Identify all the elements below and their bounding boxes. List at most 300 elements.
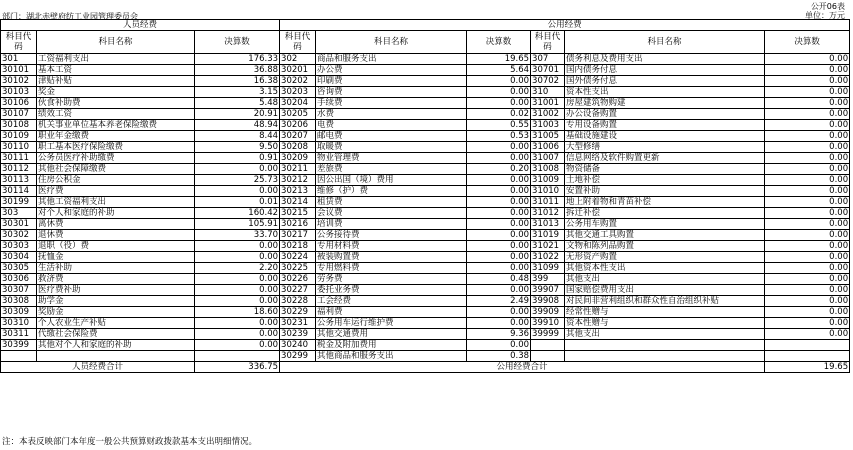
cell-name: 咨询费 bbox=[316, 87, 467, 98]
cell-amount: 25.73 bbox=[195, 175, 280, 186]
table-row bbox=[1, 164, 850, 175]
cell-code: 30204 bbox=[280, 98, 316, 109]
cell-name: 伙食补助费 bbox=[37, 98, 195, 109]
table-row bbox=[1, 186, 850, 197]
table-row bbox=[1, 219, 850, 230]
personnel-section-header: 人员经费 bbox=[1, 20, 280, 31]
cell-name: 土地补偿 bbox=[565, 175, 765, 186]
cell-name: 印刷费 bbox=[316, 76, 467, 87]
cell-code: 30299 bbox=[280, 351, 316, 362]
cell-name: 公务用车运行维护费 bbox=[316, 318, 467, 329]
cell-amount: 9.36 bbox=[467, 329, 531, 340]
cell-amount: 33.70 bbox=[195, 230, 280, 241]
cell-amount: 0.00 bbox=[765, 208, 850, 219]
col-amount-header: 决算数 bbox=[765, 31, 850, 54]
cell-code: 31021 bbox=[531, 241, 565, 252]
cell-amount: 0.00 bbox=[467, 252, 531, 263]
total-row bbox=[1, 362, 850, 373]
cell-name: 房屋建筑物购建 bbox=[565, 98, 765, 109]
cell-name: 个人农业生产补贴 bbox=[37, 318, 195, 329]
col-name-header: 科目名称 bbox=[316, 31, 467, 54]
cell-amount: 0.00 bbox=[195, 252, 280, 263]
cell-name: 职工基本医疗保险缴费 bbox=[37, 142, 195, 153]
cell-name: 绩效工资 bbox=[37, 109, 195, 120]
cell-code: 30304 bbox=[1, 252, 37, 263]
cell-code: 39907 bbox=[531, 285, 565, 296]
cell-name: 公务接待费 bbox=[316, 230, 467, 241]
cell-code: 30101 bbox=[1, 65, 37, 76]
cell-amount: 0.00 bbox=[467, 208, 531, 219]
cell-name: 办公设备购置 bbox=[565, 109, 765, 120]
table-row bbox=[1, 307, 850, 318]
cell-code: 30303 bbox=[1, 241, 37, 252]
cell-code: 399 bbox=[531, 274, 565, 285]
cell-amount: 0.00 bbox=[467, 263, 531, 274]
cell-name: 其他工资福利支出 bbox=[37, 197, 195, 208]
cell-code: 30211 bbox=[280, 164, 316, 175]
table-row bbox=[1, 175, 850, 186]
cell-code: 310 bbox=[531, 87, 565, 98]
cell-code: 30113 bbox=[1, 175, 37, 186]
cell-name: 邮电费 bbox=[316, 131, 467, 142]
cell-code: 30701 bbox=[531, 65, 565, 76]
cell-code: 39908 bbox=[531, 296, 565, 307]
cell-amount: 0.00 bbox=[467, 87, 531, 98]
cell-name: 办公费 bbox=[316, 65, 467, 76]
cell-amount: 9.50 bbox=[195, 142, 280, 153]
cell-code: 39999 bbox=[531, 329, 565, 340]
cell-name: 债务利息及费用支出 bbox=[565, 54, 765, 65]
cell-amount: 0.00 bbox=[195, 340, 280, 351]
table-row bbox=[1, 131, 850, 142]
footnote: 注：本表反映部门本年度一般公共预算财政拨款基本支出明细情况。 bbox=[2, 437, 258, 447]
table-row bbox=[1, 241, 850, 252]
cell-code: 31010 bbox=[531, 186, 565, 197]
cell-code: 307 bbox=[531, 54, 565, 65]
cell-code: 30203 bbox=[280, 87, 316, 98]
table-row bbox=[1, 329, 850, 340]
cell-name: 公务员医疗补助缴费 bbox=[37, 153, 195, 164]
cell-name: 安置补助 bbox=[565, 186, 765, 197]
cell-amount: 0.00 bbox=[467, 186, 531, 197]
cell-name: 租赁费 bbox=[316, 197, 467, 208]
cell-code: 31007 bbox=[531, 153, 565, 164]
cell-amount: 0.00 bbox=[765, 54, 850, 65]
table-row bbox=[1, 76, 850, 87]
cell-name: 国外债务付息 bbox=[565, 76, 765, 87]
cell-amount: 0.00 bbox=[765, 307, 850, 318]
cell-name: 退休费 bbox=[37, 230, 195, 241]
cell-code: 30106 bbox=[1, 98, 37, 109]
cell-name: 劳务费 bbox=[316, 274, 467, 285]
cell-code: 30310 bbox=[1, 318, 37, 329]
cell-code: 30240 bbox=[280, 340, 316, 351]
cell-code: 30205 bbox=[280, 109, 316, 120]
cell-code: 30215 bbox=[280, 208, 316, 219]
col-code-header: 科目代码 bbox=[280, 31, 316, 54]
cell-name: 救济费 bbox=[37, 274, 195, 285]
cell-amount: 0.00 bbox=[467, 318, 531, 329]
cell-code: 31013 bbox=[531, 219, 565, 230]
cell-code: 30702 bbox=[531, 76, 565, 87]
cell-name: 大型修缮 bbox=[565, 142, 765, 153]
table-row bbox=[1, 285, 850, 296]
cell-name: 助学金 bbox=[37, 296, 195, 307]
cell-code: 30229 bbox=[280, 307, 316, 318]
cell-amount: 8.44 bbox=[195, 131, 280, 142]
cell-name: 津贴补贴 bbox=[37, 76, 195, 87]
table-row bbox=[1, 142, 850, 153]
table-row bbox=[1, 263, 850, 274]
cell-name bbox=[565, 351, 765, 362]
cell-code: 30218 bbox=[280, 241, 316, 252]
col-name-header: 科目名称 bbox=[565, 31, 765, 54]
cell-name: 会议费 bbox=[316, 208, 467, 219]
cell-amount: 105.91 bbox=[195, 219, 280, 230]
cell-code: 31011 bbox=[531, 197, 565, 208]
cell-code: 30110 bbox=[1, 142, 37, 153]
cell-amount: 0.00 bbox=[195, 329, 280, 340]
cell-amount: 0.00 bbox=[467, 98, 531, 109]
column-header-row bbox=[1, 31, 850, 54]
cell-code: 30239 bbox=[280, 329, 316, 340]
cell-name: 其他交通工具购置 bbox=[565, 230, 765, 241]
cell-amount: 2.20 bbox=[195, 263, 280, 274]
cell-amount bbox=[195, 351, 280, 362]
cell-amount: 0.00 bbox=[765, 120, 850, 131]
cell-name: 培训费 bbox=[316, 219, 467, 230]
cell-amount: 20.91 bbox=[195, 109, 280, 120]
cell-amount bbox=[765, 351, 850, 362]
form-number: 公开06表 bbox=[810, 2, 845, 11]
table-row bbox=[1, 252, 850, 263]
cell-code: 30212 bbox=[280, 175, 316, 186]
table-row bbox=[1, 351, 850, 362]
cell-name: 其他支出 bbox=[565, 329, 765, 340]
cell-amount: 0.00 bbox=[765, 131, 850, 142]
cell-code: 30107 bbox=[1, 109, 37, 120]
cell-code: 31012 bbox=[531, 208, 565, 219]
cell-name: 对民间非营利组织和群众性自治组织补贴 bbox=[565, 296, 765, 307]
cell-name: 被装购置费 bbox=[316, 252, 467, 263]
col-amount-header: 决算数 bbox=[467, 31, 531, 54]
cell-amount: 0.00 bbox=[467, 197, 531, 208]
cell-name: 手续费 bbox=[316, 98, 467, 109]
cell-name: 公务用车购置 bbox=[565, 219, 765, 230]
cell-code: 30207 bbox=[280, 131, 316, 142]
unit-label: 单位：万元 bbox=[805, 11, 845, 20]
cell-amount: 0.00 bbox=[195, 274, 280, 285]
cell-amount: 0.01 bbox=[195, 197, 280, 208]
cell-code: 31022 bbox=[531, 252, 565, 263]
table-row bbox=[1, 120, 850, 131]
cell-name: 其他社会保障缴费 bbox=[37, 164, 195, 175]
cell-code bbox=[531, 351, 565, 362]
cell-name: 国家赔偿费用支出 bbox=[565, 285, 765, 296]
cell-code: 31006 bbox=[531, 142, 565, 153]
cell-amount: 0.00 bbox=[765, 142, 850, 153]
cell-code: 30208 bbox=[280, 142, 316, 153]
cell-code: 30114 bbox=[1, 186, 37, 197]
cell-name: 奖励金 bbox=[37, 307, 195, 318]
cell-name: 经常性赠与 bbox=[565, 307, 765, 318]
cell-name: 其他交通费用 bbox=[316, 329, 467, 340]
cell-code: 30214 bbox=[280, 197, 316, 208]
cell-amount: 0.00 bbox=[195, 285, 280, 296]
cell-code: 39909 bbox=[531, 307, 565, 318]
cell-code: 30202 bbox=[280, 76, 316, 87]
cell-name: 机关事业单位基本养老保险缴费 bbox=[37, 120, 195, 131]
cell-amount: 0.20 bbox=[467, 164, 531, 175]
cell-amount: 0.53 bbox=[467, 131, 531, 142]
cell-amount: 0.00 bbox=[765, 197, 850, 208]
cell-code: 30213 bbox=[280, 186, 316, 197]
cell-code: 31003 bbox=[531, 120, 565, 131]
cell-code: 31001 bbox=[531, 98, 565, 109]
cell-name: 物业管理费 bbox=[316, 153, 467, 164]
cell-code: 30231 bbox=[280, 318, 316, 329]
cell-code bbox=[531, 340, 565, 351]
cell-name: 专用设备购置 bbox=[565, 120, 765, 131]
cell-amount: 0.00 bbox=[467, 219, 531, 230]
cell-amount: 0.00 bbox=[765, 285, 850, 296]
cell-code: 30108 bbox=[1, 120, 37, 131]
cell-code: 31005 bbox=[531, 131, 565, 142]
cell-code: 30209 bbox=[280, 153, 316, 164]
cell-name: 资本性支出 bbox=[565, 87, 765, 98]
cell-code: 30216 bbox=[280, 219, 316, 230]
department-label: 部门：湖北赤壁府纺工业园管理委员会 bbox=[2, 12, 138, 21]
cell-amount: 0.91 bbox=[195, 153, 280, 164]
table-row bbox=[1, 54, 850, 65]
cell-code: 30199 bbox=[1, 197, 37, 208]
cell-amount: 0.55 bbox=[467, 120, 531, 131]
cell-amount: 0.00 bbox=[765, 329, 850, 340]
cell-code: 30309 bbox=[1, 307, 37, 318]
cell-code: 30111 bbox=[1, 153, 37, 164]
cell-amount: 0.00 bbox=[765, 252, 850, 263]
cell-code: 30307 bbox=[1, 285, 37, 296]
cell-amount: 0.00 bbox=[467, 285, 531, 296]
cell-name: 维修（护）费 bbox=[316, 186, 467, 197]
cell-amount: 16.38 bbox=[195, 76, 280, 87]
cell-amount: 19.65 bbox=[467, 54, 531, 65]
personnel-total-value: 336.75 bbox=[195, 362, 280, 373]
cell-amount: 0.00 bbox=[467, 241, 531, 252]
cell-code: 30112 bbox=[1, 164, 37, 175]
cell-name: 医疗费补助 bbox=[37, 285, 195, 296]
cell-name: 其他资本性支出 bbox=[565, 263, 765, 274]
cell-amount: 5.64 bbox=[467, 65, 531, 76]
cell-name: 物资储备 bbox=[565, 164, 765, 175]
cell-amount: 0.00 bbox=[467, 175, 531, 186]
cell-amount: 3.15 bbox=[195, 87, 280, 98]
table-row bbox=[1, 296, 850, 307]
cell-code: 30308 bbox=[1, 296, 37, 307]
cell-amount bbox=[765, 340, 850, 351]
cell-code: 30103 bbox=[1, 87, 37, 98]
cell-amount: 0.00 bbox=[765, 87, 850, 98]
cell-code: 31019 bbox=[531, 230, 565, 241]
cell-amount: 0.00 bbox=[765, 109, 850, 120]
cell-name: 生活补助 bbox=[37, 263, 195, 274]
cell-name: 国内债务付息 bbox=[565, 65, 765, 76]
cell-name: 专用材料费 bbox=[316, 241, 467, 252]
cell-amount: 0.00 bbox=[765, 318, 850, 329]
cell-code: 30228 bbox=[280, 296, 316, 307]
cell-name: 抚恤金 bbox=[37, 252, 195, 263]
cell-code: 31002 bbox=[531, 109, 565, 120]
cell-name: 奖金 bbox=[37, 87, 195, 98]
cell-name: 电费 bbox=[316, 120, 467, 131]
cell-amount: 0.00 bbox=[195, 186, 280, 197]
cell-name: 文物和陈列品购置 bbox=[565, 241, 765, 252]
cell-amount: 2.49 bbox=[467, 296, 531, 307]
cell-amount: 36.88 bbox=[195, 65, 280, 76]
cell-code: 31099 bbox=[531, 263, 565, 274]
cell-name: 医疗费 bbox=[37, 186, 195, 197]
cell-amount: 0.00 bbox=[765, 65, 850, 76]
cell-amount: 160.42 bbox=[195, 208, 280, 219]
cell-name: 资本性赠与 bbox=[565, 318, 765, 329]
cell-name: 其他对个人和家庭的补助 bbox=[37, 340, 195, 351]
cell-name: 其他商品和服务支出 bbox=[316, 351, 467, 362]
cell-amount: 0.00 bbox=[765, 219, 850, 230]
cell-name: 水费 bbox=[316, 109, 467, 120]
cell-amount: 0.00 bbox=[467, 153, 531, 164]
cell-name: 拆迁补偿 bbox=[565, 208, 765, 219]
table-row bbox=[1, 65, 850, 76]
cell-amount: 0.00 bbox=[765, 296, 850, 307]
cell-name: 工会经费 bbox=[316, 296, 467, 307]
col-code-header: 科目代码 bbox=[531, 31, 565, 54]
cell-code: 30302 bbox=[1, 230, 37, 241]
cell-name: 退职（役）费 bbox=[37, 241, 195, 252]
table-row bbox=[1, 98, 850, 109]
public-section-header: 公用经费 bbox=[280, 20, 850, 31]
cell-amount: 0.00 bbox=[765, 175, 850, 186]
col-amount-header: 决算数 bbox=[195, 31, 280, 54]
table-row bbox=[1, 109, 850, 120]
cell-name bbox=[565, 340, 765, 351]
cell-name: 工资福利支出 bbox=[37, 54, 195, 65]
cell-amount: 0.00 bbox=[765, 153, 850, 164]
cell-name: 地上附着物和青苗补偿 bbox=[565, 197, 765, 208]
cell-amount: 0.00 bbox=[467, 307, 531, 318]
cell-code: 31008 bbox=[531, 164, 565, 175]
cell-amount: 0.00 bbox=[467, 230, 531, 241]
cell-name: 对个人和家庭的补助 bbox=[37, 208, 195, 219]
table-row bbox=[1, 340, 850, 351]
cell-amount: 0.00 bbox=[195, 241, 280, 252]
cell-code: 30227 bbox=[280, 285, 316, 296]
cell-amount: 0.00 bbox=[765, 263, 850, 274]
cell-name: 其他支出 bbox=[565, 274, 765, 285]
cell-name: 专用燃料费 bbox=[316, 263, 467, 274]
table-row bbox=[1, 274, 850, 285]
cell-code: 31009 bbox=[531, 175, 565, 186]
cell-amount: 176.33 bbox=[195, 54, 280, 65]
cell-name: 离休费 bbox=[37, 219, 195, 230]
table-body bbox=[1, 54, 850, 362]
cell-name: 商品和服务支出 bbox=[316, 54, 467, 65]
cell-amount: 18.60 bbox=[195, 307, 280, 318]
cell-amount: 0.00 bbox=[467, 340, 531, 351]
cell-amount: 0.00 bbox=[765, 241, 850, 252]
cell-amount: 0.00 bbox=[765, 164, 850, 175]
personnel-total-label: 人员经费合计 bbox=[1, 362, 195, 373]
cell-amount: 0.00 bbox=[765, 230, 850, 241]
section-header-row bbox=[1, 20, 850, 31]
cell-code: 30311 bbox=[1, 329, 37, 340]
cell-amount: 0.00 bbox=[195, 164, 280, 175]
table-row bbox=[1, 208, 850, 219]
cell-code: 30226 bbox=[280, 274, 316, 285]
cell-code: 30225 bbox=[280, 263, 316, 274]
cell-amount: 0.00 bbox=[195, 296, 280, 307]
cell-name: 因公出国（境）费用 bbox=[316, 175, 467, 186]
cell-name: 代缴社会保险费 bbox=[37, 329, 195, 340]
cell-amount: 0.00 bbox=[765, 186, 850, 197]
cell-amount: 0.38 bbox=[467, 351, 531, 362]
cell-amount: 0.48 bbox=[467, 274, 531, 285]
cell-name: 税金及附加费用 bbox=[316, 340, 467, 351]
cell-code: 39910 bbox=[531, 318, 565, 329]
cell-name bbox=[37, 351, 195, 362]
cell-code: 30109 bbox=[1, 131, 37, 142]
cell-code: 30217 bbox=[280, 230, 316, 241]
public-total-value: 19.65 bbox=[765, 362, 850, 373]
cell-name: 住房公积金 bbox=[37, 175, 195, 186]
cell-amount: 0.00 bbox=[195, 318, 280, 329]
cell-name: 无形资产购置 bbox=[565, 252, 765, 263]
cell-code: 30102 bbox=[1, 76, 37, 87]
cell-code: 301 bbox=[1, 54, 37, 65]
cell-amount: 5.48 bbox=[195, 98, 280, 109]
cell-name: 信息网络及软件购置更新 bbox=[565, 153, 765, 164]
table-row bbox=[1, 230, 850, 241]
public-total-label: 公用经费合计 bbox=[280, 362, 765, 373]
col-code-header: 科目代码 bbox=[1, 31, 37, 54]
cell-code: 30399 bbox=[1, 340, 37, 351]
cell-amount: 0.00 bbox=[765, 98, 850, 109]
cell-name: 基本工资 bbox=[37, 65, 195, 76]
cell-code: 30301 bbox=[1, 219, 37, 230]
cell-amount: 0.00 bbox=[467, 142, 531, 153]
cell-name: 委托业务费 bbox=[316, 285, 467, 296]
cell-name: 差旅费 bbox=[316, 164, 467, 175]
cell-code bbox=[1, 351, 37, 362]
cell-amount: 0.00 bbox=[765, 76, 850, 87]
cell-amount: 0.00 bbox=[765, 274, 850, 285]
cell-code: 30305 bbox=[1, 263, 37, 274]
table-row bbox=[1, 87, 850, 98]
cell-amount: 0.00 bbox=[467, 76, 531, 87]
table-row bbox=[1, 197, 850, 208]
cell-name: 基础设施建设 bbox=[565, 131, 765, 142]
table-row bbox=[1, 318, 850, 329]
cell-amount: 0.02 bbox=[467, 109, 531, 120]
cell-code: 30224 bbox=[280, 252, 316, 263]
cell-amount: 48.94 bbox=[195, 120, 280, 131]
expenditure-table bbox=[0, 19, 850, 373]
cell-code: 302 bbox=[280, 54, 316, 65]
cell-code: 30201 bbox=[280, 65, 316, 76]
cell-name: 取暖费 bbox=[316, 142, 467, 153]
cell-code: 30206 bbox=[280, 120, 316, 131]
cell-code: 30306 bbox=[1, 274, 37, 285]
col-name-header: 科目名称 bbox=[37, 31, 195, 54]
